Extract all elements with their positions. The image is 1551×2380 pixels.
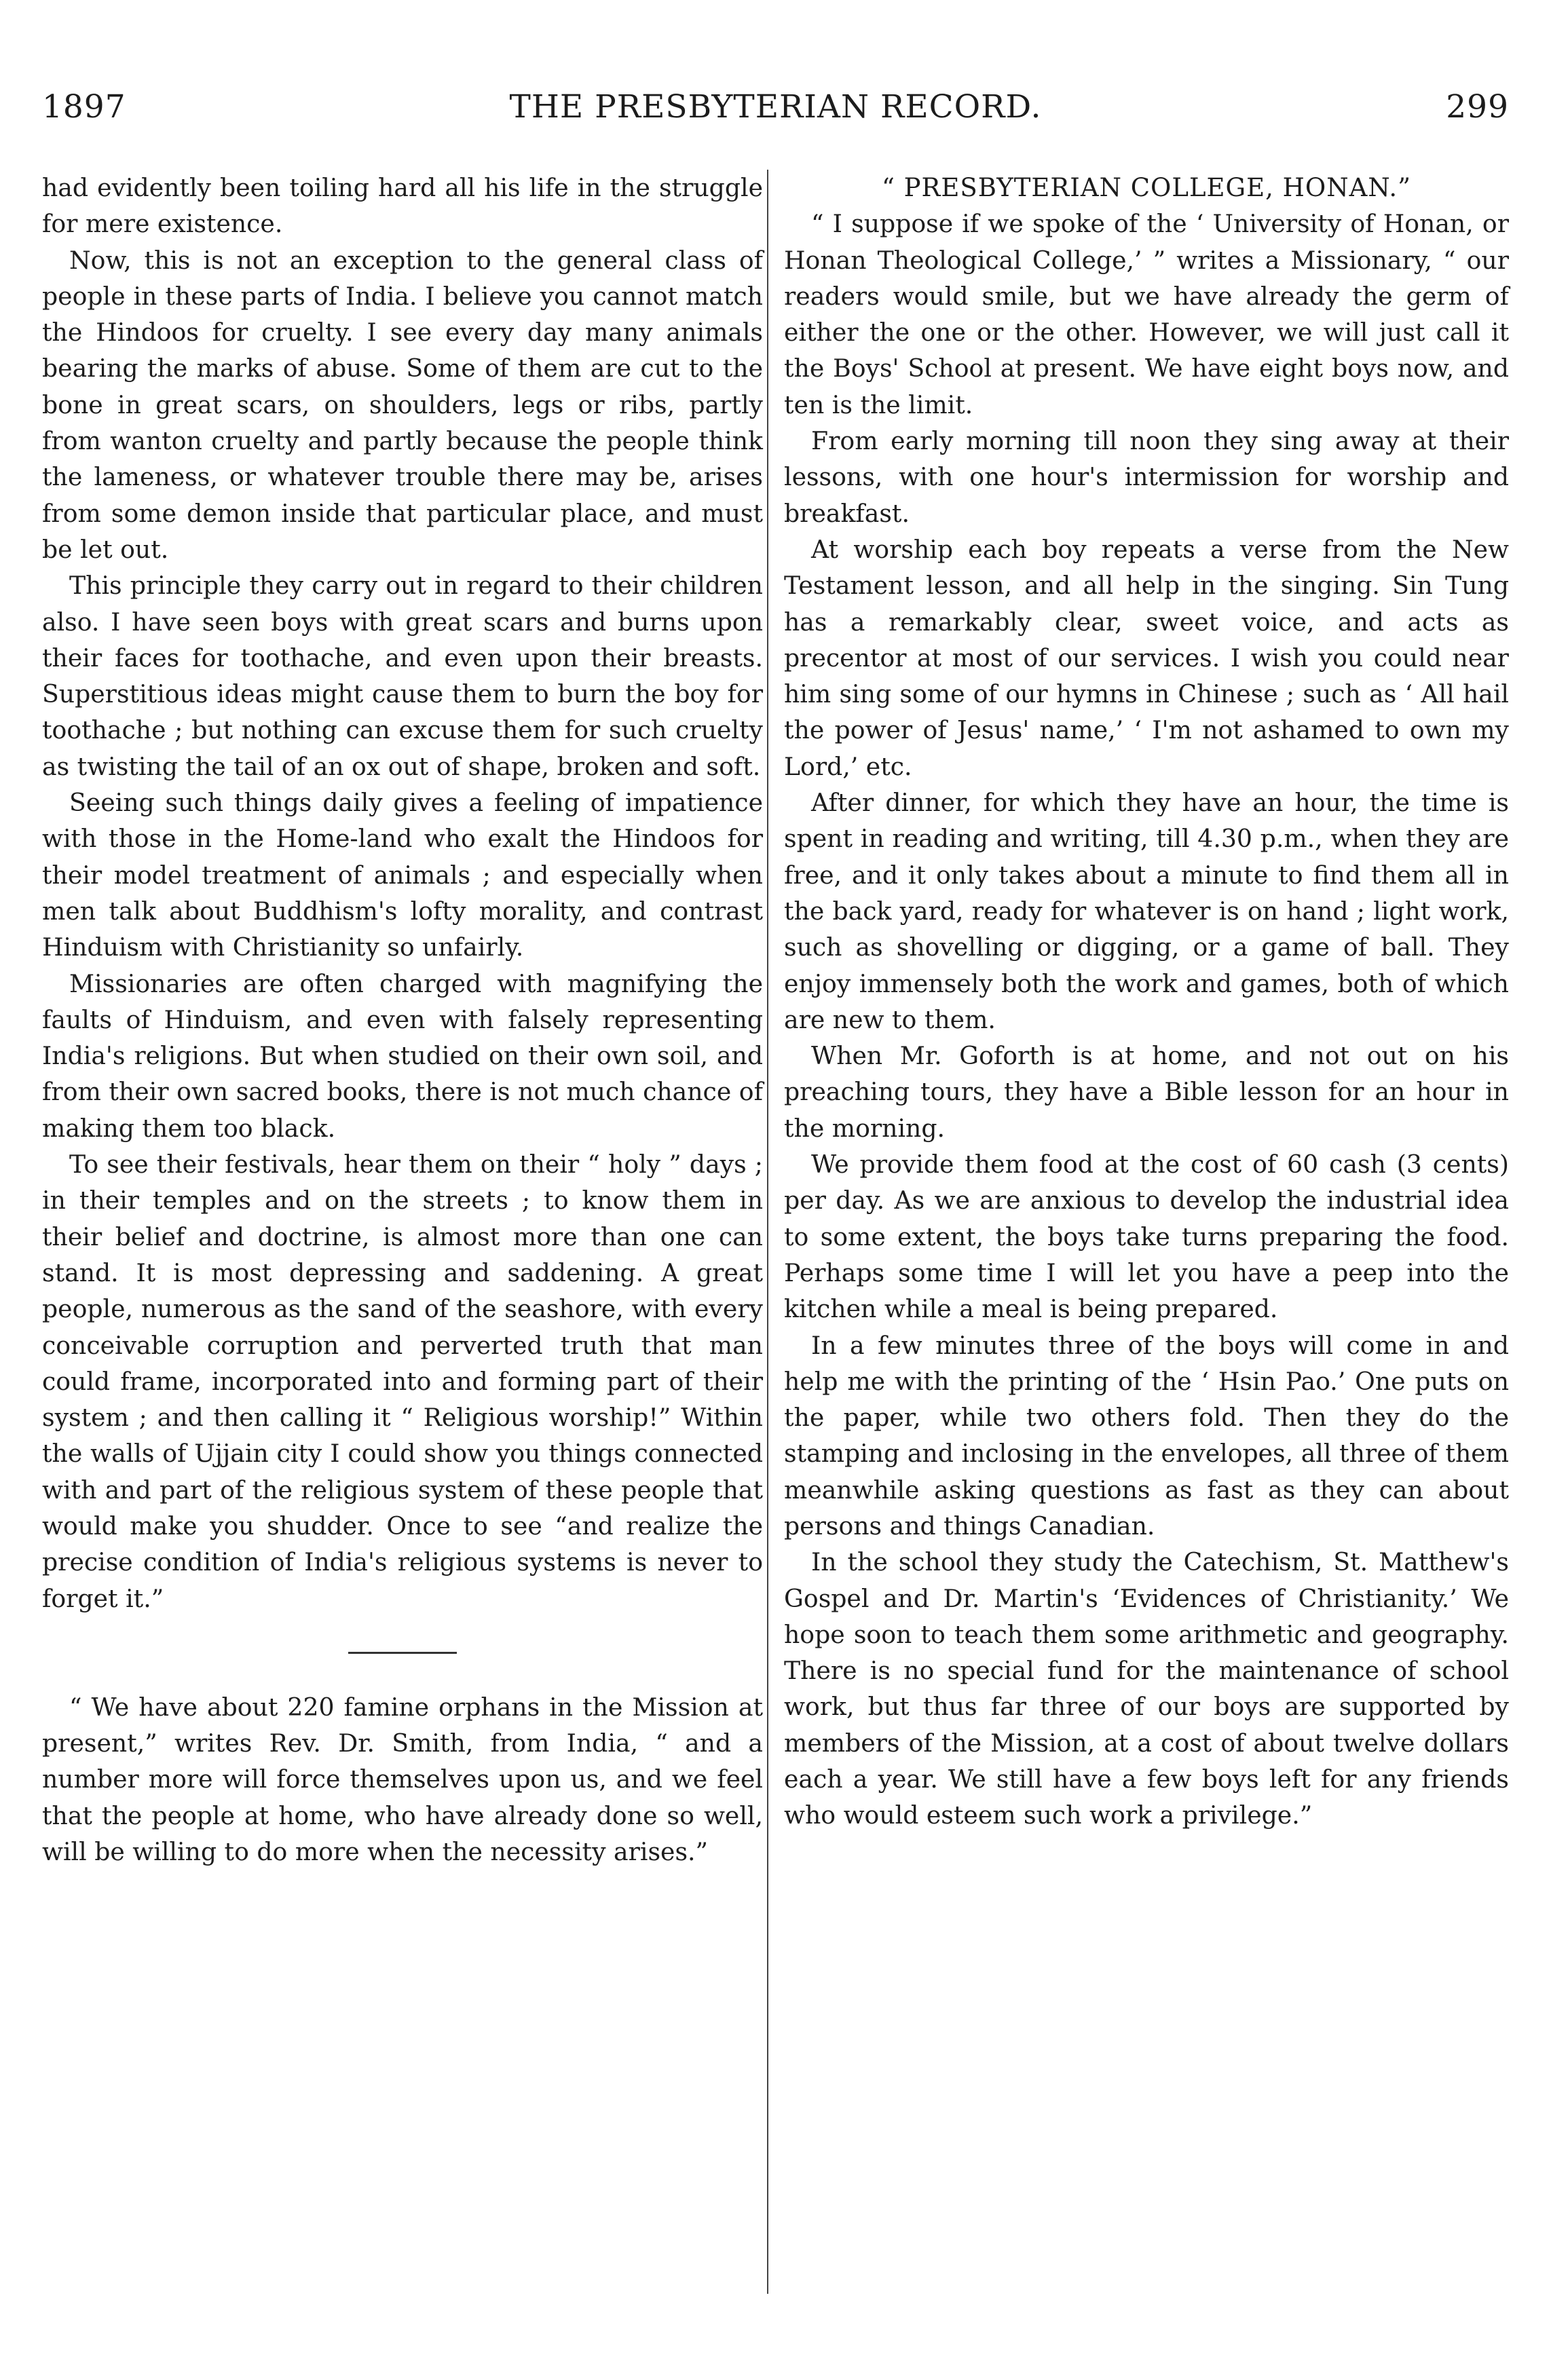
page-header	[42, 88, 1509, 149]
left-column	[42, 170, 763, 1870]
column-divider-rule	[767, 170, 768, 2294]
right-paragraph-5: When Mr. Goforth is at home, and not out on his preaching tours, they have a Bible lesson for an hour in the morning.	[784, 1041, 1509, 1143]
right-paragraph-7: In a few minutes three of the boys will come in and help me with the printing of the ‘ Hsin Pao.’ One puts on the paper, while two others fold. Then they do the stamping and inclosing in the envelopes, all three of them meanwhile asking questions as fast as they can about persons and things Canadian.	[784, 1330, 1509, 1541]
publication-title: THE PRESBYTERIAN RECORD.	[509, 88, 1042, 126]
left-paragraph-6: To see their festivals, hear them on their “ holy ” days ; in their temples and on the streets ; to know them in their belief and doctrine, is almost more than one can stand. It is most depressing and saddening. A great people, numerous as the sand of the seashore, with every conceivable corruption and perverted truth that man could frame, incorporated into and forming part of their system ; and then calling it “ Religious worship!” Within the walls of Ujjain city I could show you things connected with and part of the religious system of these people that would make you shudder. Once to see “and realize the precise condition of India's religious systems is never to forget it.”	[42, 1150, 763, 1613]
left-paragraph-4: Seeing such things daily gives a feeling of impatience with those in the Home-land who exalt the Hindoos for their model treatment of animals ; and especially when men talk about Buddhism's lofty morality, and contrast Hinduism with Christianity so unfairly.	[42, 788, 763, 962]
left-paragraph-2: Now, this is not an exception to the general class of people in these parts of India. I believe you cannot match the Hindoos for cruelty. I see every day many animals bearing the marks of abuse. Some of them are cut to the bone in great scars, on shoulders, legs or ribs, partly from wanton cruelty and partly because the people think the lameness, or whatever trouble there may be, arises from some demon inside that particular place, and must be let out.	[42, 245, 763, 564]
right-paragraph-8: In the school they study the Catechism, St. Matthew's Gospel and Dr. Martin's ‘Evidences of Christianity.’ We hope soon to teach them some arithmetic and geography. There is no special fund for the maintenance of school work, but thus far three of our boys are supported by members of the Mission, at a cost of about twelve dollars each a year. We still have a few boys left for any friends who would esteem such work a privilege.”	[784, 1547, 1509, 1830]
left-paragraph-5: Missionaries are often charged with magnifying the faults of Hinduism, and even with falsely representing India's religions. But when studied on their own soil, and from their own sacred books, there is not much chance of making them too black.	[42, 968, 763, 1143]
right-paragraph-3: At worship each boy repeats a verse from the New Testament lesson, and all help in the singing. Sin Tung has a remarkably clear, sweet voice, and acts as precentor at most of our services. I wish you could near him sing some of our hymns in Chinese ; such as ‘ All hail the power of Jesus' name,’ ‘ I'm not ashamed to own my Lord,’ etc.	[784, 534, 1509, 781]
right-column	[784, 170, 1509, 1834]
left-paragraph-3: This principle they carry out in regard to their children also. I have seen boys with great scars and burns upon their faces for toothache, and even upon their breasts. Superstitious ideas might cause them to burn the boy for toothache ; but nothing can excuse them for such cruelty as twisting the tail of an ox out of shape, broken and soft.	[42, 571, 763, 781]
page-number: 299	[1446, 88, 1509, 126]
right-paragraph-1: “ I suppose if we spoke of the ‘ University of Honan, or Honan Theological College,’ ” writes a Missionary, “ our readers would smile, but we have already the germ of either the one or the other. However, we will just call it the Boys' School at present. We have eight boys now, and ten is the limit.	[784, 209, 1509, 419]
article-heading: “ PRESBYTERIAN COLLEGE, HONAN.”	[881, 173, 1412, 202]
right-paragraph-2: From early morning till noon they sing away at their lessons, with one hour's intermission for worship and breakfast.	[784, 426, 1509, 528]
section-separator-rule	[348, 1652, 457, 1654]
right-paragraph-4: After dinner, for which they have an hour, the time is spent in reading and writing, till 4.30 p.m., when they are free, and it only takes about a minute to find them all in the back yard, ready for whatever is on hand ; light work, such as shovelling or digging, or a game of ball. They enjoy immensely both the work and games, both of which are new to them.	[784, 788, 1509, 1034]
left-paragraph-1: had evidently been toiling hard all his life in the struggle for mere existence.	[42, 173, 763, 239]
right-paragraph-6: We provide them food at the cost of 60 cash (3 cents) per day. As we are anxious to develop the industrial idea to some extent, the boys take turns preparing the food. Perhaps some time I will let you have a peep into the kitchen while a meal is being prepared.	[784, 1150, 1509, 1324]
issue-year: 1897	[42, 88, 126, 126]
left-paragraph-7: “ We have about 220 famine orphans in the Mission at present,” writes Rev. Dr. Smith, from India, “ and a number more will force themselves upon us, and we feel that the people at home, who have already done so well, will be willing to do more when the necessity arises.”	[42, 1692, 763, 1867]
